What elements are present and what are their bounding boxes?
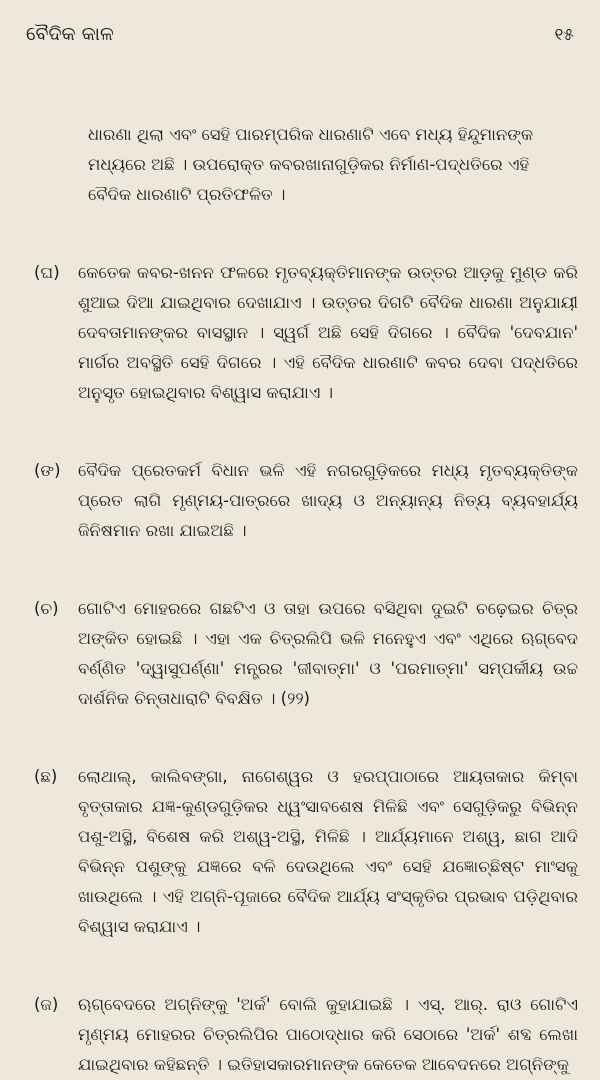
section-gha [22,258,580,408]
section-label: (ଜ) [34,995,59,1014]
page-number: ୧୫ [554,25,574,45]
section-text: ଋଗ୍‌ବେଦରେ ଅଗ୍ନିଙ୍କୁ 'ଅର୍କ' ବୋଲି କୁହାଯାଇଛି । ଏସ୍. ଆର୍. ରାଓ ଗୋଟିଏ ମୃଣ୍ମୟ ମୋହରର ଚିତ୍ରଲିପିର ପାଠୋଦ୍ଧାର କରି ସେଠାରେ 'ଅର୍କ' ଶବ୍ଦ ଲେଖା ଯାଇଥିବାର କହିଛନ୍ତି । ଇତିହାସକାରମାନଙ୍କ କେତେକ ଆବେଦନରେ ଅଗ୍ନିଙ୍କୁ [78,995,578,1074]
section-chha [22,762,580,942]
section-label: (ଙ) [34,461,61,480]
section-text: ଗୋଟିଏ ମୋହରରେ ଗଛଟିଏ ଓ ତାହା ଉପରେ ବସିଥିବା ଦୁଇଟି ଚଢ଼େଇର ଚିତ୍ର ଅଙ୍କିତ ହୋଇଛି । ଏହା ଏକ ଚିତ୍ରଲିପି ଭଳି ମନେହୁଏ ଏବଂ ଏଥିରେ ଋଗ୍‌ବେଦ ବର୍ଣ୍ଣିତ 'ଦ୍ୱାସୁପର୍ଣ୍ଣା' ମନ୍ତ୍ରର 'ଜୀବାତ୍ମା' ଓ 'ପରମାତ୍ମା' ସମ୍ପର୍କୀୟ ଉଚ୍ଚ ଦାର୍ଶନିକ ଚିନ୍ତାଧାରାଟି ବିବକ୍ଷିତ । (୨୨) [78,599,578,708]
section-label: (ଘ) [34,263,60,282]
running-head: ବୈଦିକ କାଳ [26,23,114,45]
section-nga [22,456,580,546]
section-label: (ଚ) [34,599,59,618]
section-text: କେତେକ କବର-ଖନନ ଫଳରେ ମୃତବ୍ୟକ୍ତିମାନଙ୍କ ଉତ୍ତର ଆଡ଼କୁ ମୁଣ୍ଡ କରି ଶୁଆଇ ଦିଆ ଯାଇଥିବାର ଦେଖାଯାଏ । ଉତ୍ତର ଦିଗଟି ବୈଦିକ ଧାରଣା ଅନୁଯାୟୀ ଦେବତାମାନଙ୍କର ବାସସ୍ଥାନ । ସ୍ୱର୍ଗ ଅଛି ସେହି ଦିଗରେ । ବୈଦିକ 'ଦେବଯାନ' ମାର୍ଗର ଅବସ୍ଥିତି ସେହି ଦିଗରେ । ଏହି ବୈଦିକ ଧାରଣାଟି କବର ଦେବା ପଦ୍ଧତିରେ ଅନୁସୃତ ହୋଇଥିବାର ବିଶ୍ୱାସ କରାଯାଏ । [78,263,578,402]
intro-paragraph: ଧାରଣା ଥିଲା ଏବଂ ସେହି ପାରମ୍ପରିକ ଧାରଣାଟି ଏବେ ମଧ୍ୟ ହିନ୍ଦୁମାନଙ୍କ ମଧ୍ୟରେ ଅଛି । ଉପରୋକ୍ତ କବରଖାନାଗୁଡ଼ିକର ନିର୍ମାଣ-ପଦ୍ଧତିରେ ଏହି ବୈଦିକ ଧାରଣାଟି ପ୍ରତିଫଳିତ । [88,125,534,204]
section-ja [22,990,580,1080]
section-text: ଲୋଥାଲ୍, କାଲିବଙ୍ଗା, ନାଗେଶ୍ୱର ଓ ହରପ୍ପାଠାରେ ଆୟତାକାର କିମ୍ବା ବୃତ୍ତାକାର ଯଜ୍ଞ-କୁଣ୍ଡଗୁଡ଼ିକର ଧ୍ୱଂସାବଶେଷ ମିଳିଛି ଏବଂ ସେଗୁଡ଼ିକରୁ ବିଭିନ୍ନ ପଶୁ-ଅସ୍ଥି, ବିଶେଷ କରି ଅଶ୍ୱ-ଅସ୍ଥି, ମିଳିଛି । ଆର୍ଯ୍ୟମାନେ ଅଶ୍ୱ, ଛାଗ ଆଦି ବିଭିନ୍ନ ପଶୁଙ୍କୁ ଯଜ୍ଞରେ ବଳି ଦେଉଥିଲେ ଏବଂ ସେହି ଯଜ୍ଞୋଚ୍ଛିଷ୍ଟ ମାଂସକୁ ଖାଉଥିଲେ । ଏହି ଅଗ୍ନି-ପୂଜାରେ ବୈଦିକ ଆର୍ଯ୍ୟ ସଂସ୍କୃତିର ପ୍ରଭାବ ପଡ଼ିଥିବାର ବିଶ୍ୱାସ କରାଯାଏ । [78,767,578,936]
page-header [22,22,580,62]
section-label: (ଛ) [34,767,58,786]
section-cha [22,594,580,714]
section-text: ବୈଦିକ ପ୍ରେତକର୍ମ ବିଧାନ ଭଳି ଏହି ନଗରଗୁଡ଼ିକରେ ମଧ୍ୟ ମୃତବ୍ୟକ୍ତିଙ୍କ ପ୍ରେତ ଲାଗି ମୃଣ୍ମୟ-ପାତ୍ରରେ ଖାଦ୍ୟ ଓ ଅନ୍ୟାନ୍ୟ ନିତ୍ୟ ବ୍ୟବହାର୍ଯ୍ୟ ଜିନିଷମାନ ରଖା ଯାଇଅଛି । [78,461,578,540]
